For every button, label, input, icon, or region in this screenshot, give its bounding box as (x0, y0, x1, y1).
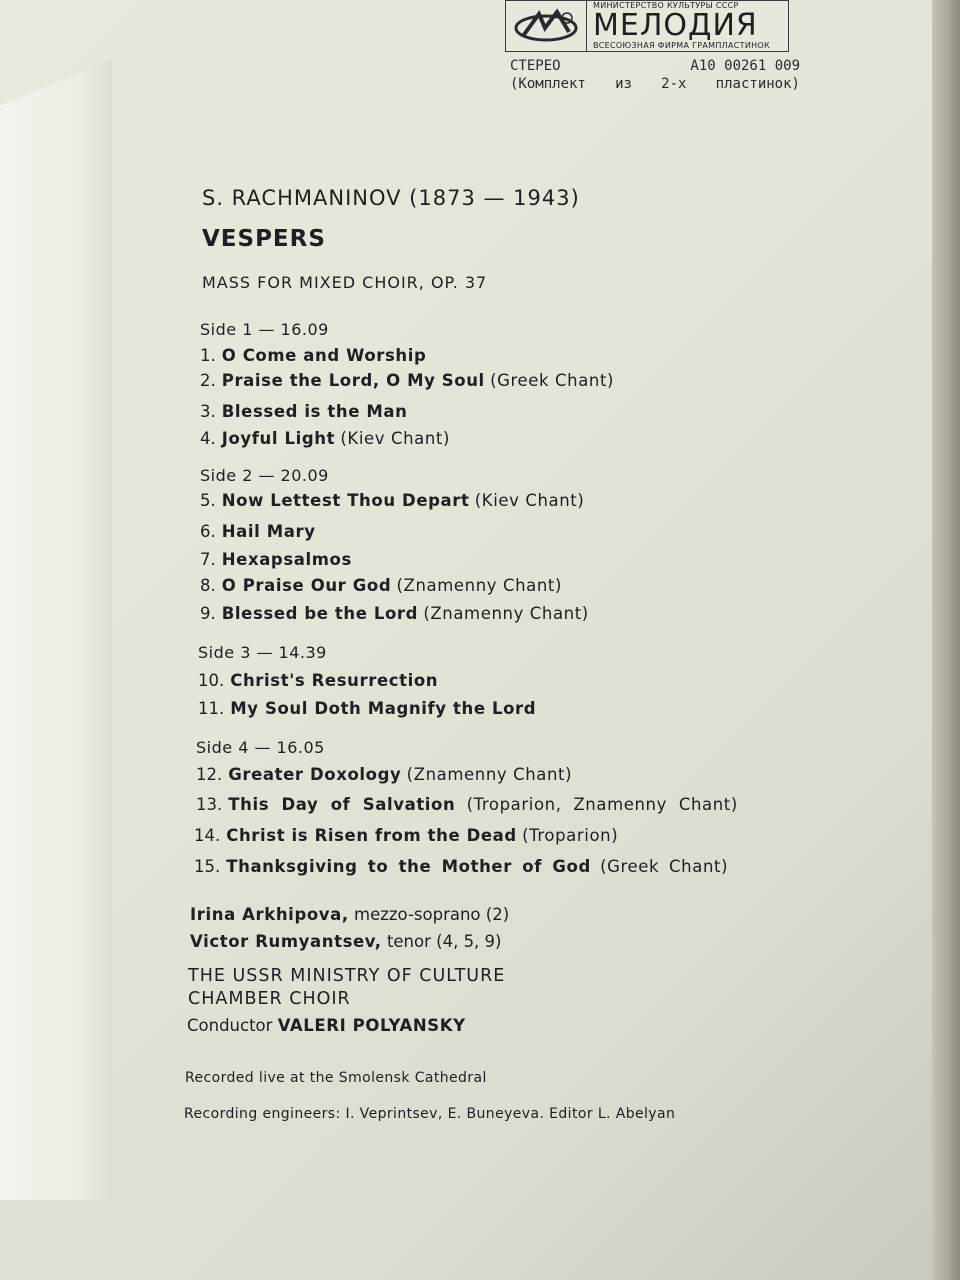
track-title: Christ is Risen from the Dead (226, 826, 517, 845)
track-title: My Soul Doth Magnify the Lord (230, 699, 537, 718)
track-row: 6. Hail Mary (200, 522, 316, 541)
track-title: Hail Mary (221, 522, 316, 541)
logo-ministry-line: МИНИСТЕРСТВО КУЛЬТУРЫ СССР (593, 1, 739, 10)
work-title: VESPERS (202, 226, 326, 252)
melodiya-logo (505, 0, 789, 52)
stereo-label: СТЕРЕО (510, 58, 561, 74)
recording-venue: Recorded live at the Smolensk Cathedral (185, 1070, 487, 1086)
conductor-name: VALERI POLYANSKY (277, 1016, 466, 1035)
set-note-word-4: пластинок) (715, 76, 800, 92)
soloist-credit (190, 905, 509, 924)
track-title: This Day of Salvation (228, 795, 456, 814)
soloist-name: Victor Rumyantsev, (190, 932, 382, 951)
track-note: (Znamenny Chant) (396, 576, 563, 595)
track-title: O Praise Our God (221, 576, 392, 595)
track-row: 10. Christ's Resurrection (198, 671, 439, 690)
catalog-number: А10 00261 009 (690, 58, 800, 74)
track-row: 2. Praise the Lord, O My Soul (Greek Chant) (200, 371, 615, 390)
track-row: 7. Hexapsalmos (200, 550, 352, 569)
track-title: Greater Doxology (228, 765, 402, 784)
track-title: Thanksgiving to the Mother of God (226, 857, 591, 876)
track-title: Christ's Resurrection (230, 671, 439, 690)
soloist-credit (190, 932, 502, 951)
logo-text-block (587, 1, 788, 51)
track-title: Praise the Lord, O My Soul (221, 371, 485, 390)
conductor-label: Conductor (187, 1016, 273, 1035)
track-note: (Greek Chant) (600, 857, 729, 876)
track-row: 3. Blessed is the Man (200, 402, 408, 421)
choir-line-2: CHAMBER CHOIR (188, 989, 351, 1009)
work-subtitle: MASS FOR MIXED CHOIR, OP. 37 (202, 273, 488, 292)
set-note-word-2: из (615, 76, 632, 92)
stereo-catalog-line (510, 58, 800, 74)
track-note: (Znamenny Chant) (423, 604, 589, 623)
soloist-role: mezzo-soprano (2) (354, 905, 510, 924)
track-row: 1. O Come and Worship (200, 346, 427, 365)
side-4-heading: Side 4 — 16.05 (196, 738, 325, 757)
track-row: 15. Thanksgiving to the Mother of God (Greek Chant) (194, 857, 729, 876)
track-note: (Kiev Chant) (474, 491, 585, 510)
track-title: Blessed be the Lord (221, 604, 419, 623)
soloist-name: Irina Arkhipova, (190, 905, 349, 924)
choir-line-1: THE USSR MINISTRY OF CULTURE (188, 966, 506, 986)
soloist-role: tenor (4, 5, 9) (386, 932, 502, 951)
track-note: (Greek Chant) (490, 371, 615, 390)
conductor-line (187, 1016, 466, 1035)
track-title: O Come and Worship (221, 346, 427, 365)
side-1-heading: Side 1 — 16.09 (200, 320, 329, 339)
track-row: 8. O Praise Our God (Znamenny Chant) (200, 576, 563, 595)
track-row: 9. Blessed be the Lord (Znamenny Chant) (200, 604, 589, 623)
track-note: (Kiev Chant) (340, 429, 451, 448)
composer-line: S. RACHMANINOV (1873 — 1943) (202, 186, 580, 210)
track-row: 5. Now Lettest Thou Depart (Kiev Chant) (200, 491, 585, 510)
overlapping-paper-sheet (0, 60, 112, 1200)
set-note-word-1: (Комплект (510, 76, 586, 92)
set-note-line (510, 76, 800, 92)
logo-company-line: ВСЕСОЮЗНАЯ ФИРМА ГРАМПЛАСТИНОК (593, 41, 771, 50)
track-row: 4. Joyful Light (Kiev Chant) (200, 429, 451, 448)
track-title: Joyful Light (221, 429, 336, 448)
track-note: (Troparion) (522, 826, 619, 845)
track-row: 13. This Day of Salvation (Troparion, Znamenny Chant) (196, 795, 738, 814)
recording-engineers: Recording engineers: I. Veprintsev, E. Buneyeva. Editor L. Abelyan (184, 1106, 676, 1122)
track-row: 12. Greater Doxology (Znamenny Chant) (196, 765, 573, 784)
set-note-word-3: 2-х (661, 76, 687, 92)
track-row: 14. Christ is Risen from the Dead (Troparion) (194, 826, 619, 845)
track-row: 11. My Soul Doth Magnify the Lord (198, 699, 537, 718)
logo-brand-name: МЕЛОДИЯ (593, 8, 758, 43)
track-note: (Znamenny Chant) (406, 765, 573, 784)
track-title: Now Lettest Thou Depart (221, 491, 470, 510)
track-title: Blessed is the Man (221, 402, 408, 421)
page-edge (932, 0, 960, 1280)
side-3-heading: Side 3 — 14.39 (198, 643, 327, 662)
melodiya-emblem-icon (506, 1, 587, 51)
side-2-heading: Side 2 — 20.09 (200, 466, 329, 485)
track-title: Hexapsalmos (221, 550, 352, 569)
track-note: (Troparion, Znamenny Chant) (466, 795, 738, 814)
